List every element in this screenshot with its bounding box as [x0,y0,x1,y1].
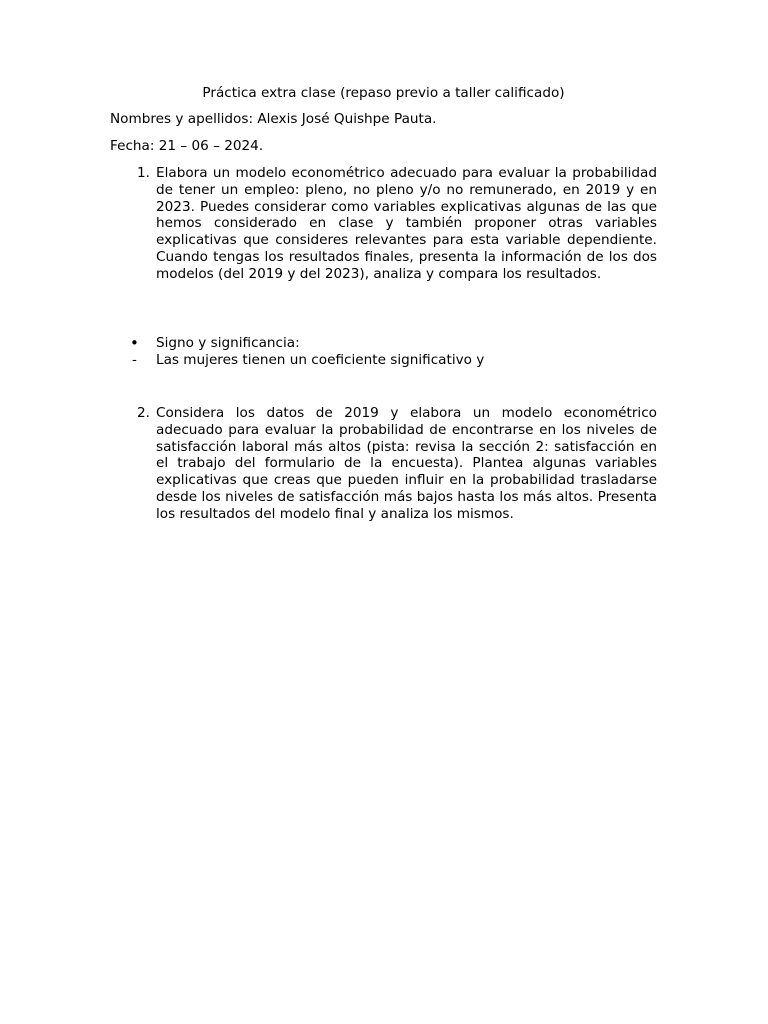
question-2-number: 2. [137,405,150,421]
dash-marker: - [132,352,137,368]
bullet-marker: • [130,334,139,352]
question-1-number: 1. [137,165,150,181]
date-line: Fecha: 21 – 06 – 2024. [110,138,264,154]
question-1-text: Elabora un modelo econométrico adecuado para evaluar la probabilidad de tener un empleo: pleno, no pleno y/o no remunerado, en 2019 y en 2023. Puedes considerar como variables explicativas algunas de las que hemos considerado en clase y también proponer otras variables explicativas que consideres relevantes para esta variable dependiente. Cuando tengas los resultados finales, presenta la información de los dos modelos (del 2019 y del 2023), analiza y compara los resultados. [156,165,657,282]
document-title: Práctica extra clase (repaso previo a taller calificado) [202,85,565,101]
question-2-text: Considera los datos de 2019 y elabora un modelo econométrico adecuado para evaluar la probabilidad de encontrarse en los niveles de satisfacción laboral más altos (pista: revisa la sección 2: satisfacción en el trabajo del formulario de la encuesta). Plantea algunas variables explicativas que creas que pueden influir en la probabilidad trasladarse desde los niveles de satisfacción más bajos hasta los más altos. Presenta los resultados del modelo final y analiza los mismos. [156,405,657,522]
dash-text: Las mujeres tienen un coeficiente significativo y [156,352,485,368]
bullet-text: Signo y significancia: [156,335,300,351]
names-line: Nombres y apellidos: Alexis José Quishpe Pauta. [110,111,437,127]
